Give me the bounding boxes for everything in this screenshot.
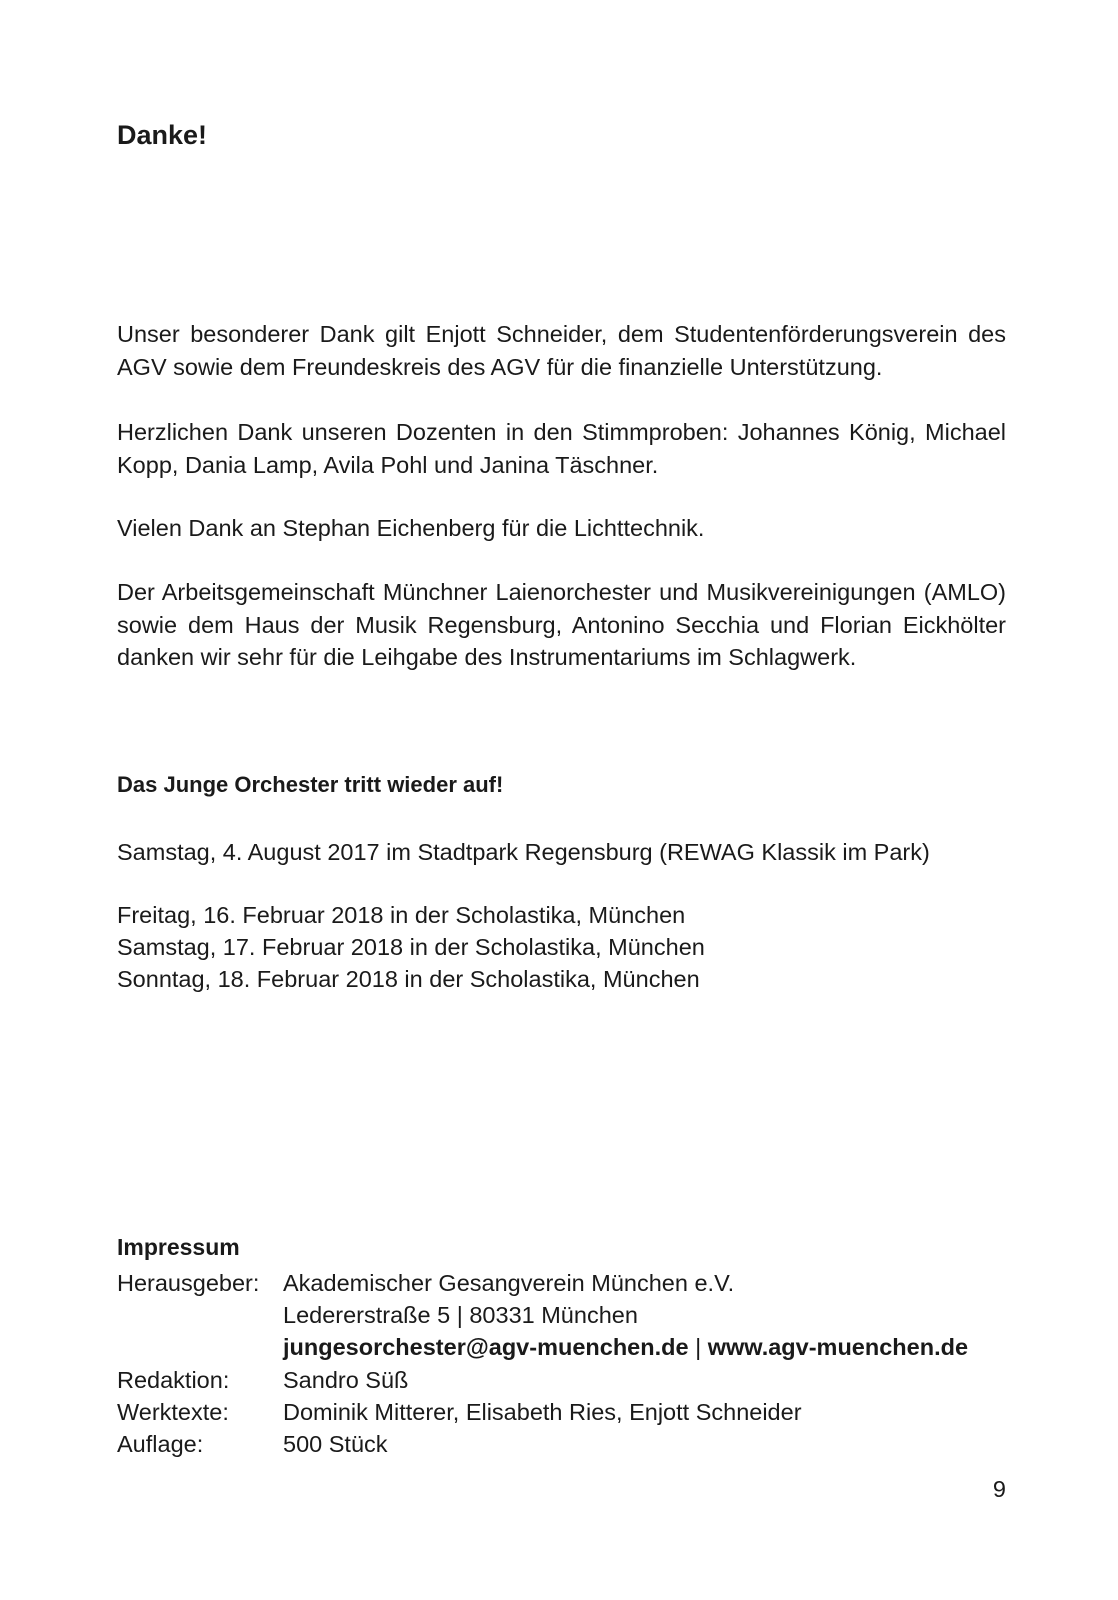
concert-date: Samstag, 4. August 2017 im Stadtpark Regensburg (REWAG Klassik im Park) xyxy=(117,839,930,865)
page-title: Danke! xyxy=(117,120,208,150)
concert-date: Sonntag, 18. Februar 2018 in der Scholastika, München xyxy=(117,966,700,992)
contact-separator: | xyxy=(695,1334,702,1360)
concert-date: Samstag, 17. Februar 2018 in der Scholastika, München xyxy=(117,934,705,960)
thanks-paragraph-instruments: Der Arbeitsgemeinschaft Münchner Laienorchester und Musikvereinigungen (AMLO) sowie dem Haus der Musik Regensburg, Antonino Secchia und Florian Eickhölter danken wir sehr für die Leihgabe des Instrumentariums im Schlagwerk. xyxy=(117,579,1006,670)
impressum-heading: Impressum xyxy=(117,1234,240,1260)
thanks-paragraph-lighting: Vielen Dank an Stephan Eichenberg für die Lichttechnik. xyxy=(117,515,705,541)
page-number: 9 xyxy=(992,1476,1006,1502)
redaktion-label: Redaktion: xyxy=(117,1367,230,1393)
publisher-address: Ledererstraße 5 | 80331 München xyxy=(283,1302,638,1328)
thanks-paragraph-sponsors: Unser besonderer Dank gilt Enjott Schneider, dem Studentenförderungsverein des AGV sowie dem Freundeskreis des AGV für die finanzielle Unterstützung. xyxy=(117,321,1006,380)
contact-line xyxy=(283,1331,968,1364)
werktexte-value: Dominik Mitterer, Elisabeth Ries, Enjott Schneider xyxy=(283,1399,802,1425)
thanks-paragraph-lecturers: Herzlichen Dank unseren Dozenten in den Stimmproben: Johannes König, Michael Kopp, Dania Lamp, Avila Pohl und Janina Täschner. xyxy=(117,419,1006,478)
document-page xyxy=(117,0,1006,1600)
concert-date: Freitag, 16. Februar 2018 in der Scholastika, München xyxy=(117,902,686,928)
werktexte-label: Werktexte: xyxy=(117,1399,229,1425)
concerts-heading: Das Junge Orchester tritt wieder auf! xyxy=(117,772,504,797)
auflage-label: Auflage: xyxy=(117,1431,204,1457)
website-link[interactable]: www.agv-muenchen.de xyxy=(707,1334,969,1360)
auflage-value: 500 Stück xyxy=(283,1431,388,1457)
email-link[interactable]: jungesorchester@agv-muenchen.de xyxy=(283,1334,689,1360)
herausgeber-label: Herausgeber: xyxy=(117,1270,260,1296)
redaktion-value: Sandro Süß xyxy=(283,1367,409,1393)
herausgeber-value: Akademischer Gesangverein München e.V. xyxy=(283,1270,735,1296)
